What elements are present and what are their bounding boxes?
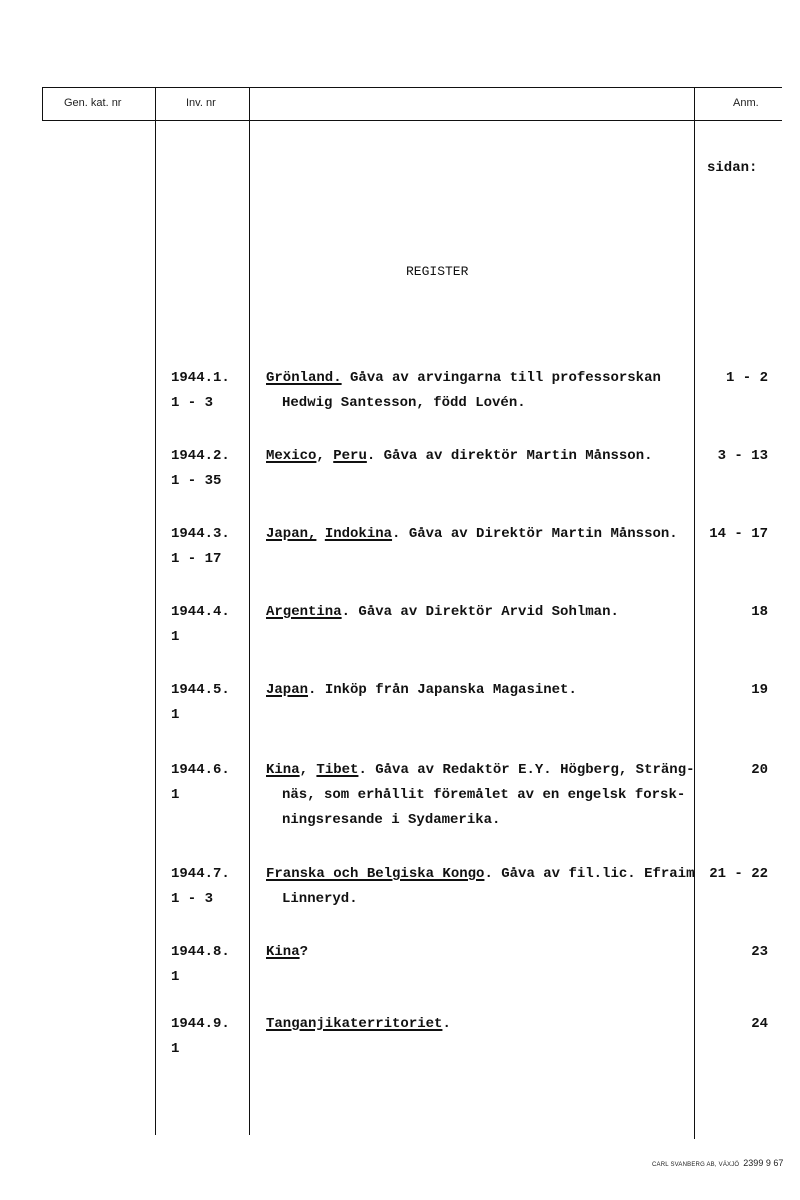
entry-pages: 19 — [751, 682, 768, 698]
column-divider-2 — [249, 87, 250, 1135]
entry-pages: 18 — [751, 604, 768, 620]
entry-place: Mexico — [266, 448, 317, 464]
entry-description — [266, 944, 308, 960]
entry-donor-text: ? — [299, 944, 309, 960]
entry-pages: 24 — [751, 1016, 768, 1032]
inv-number: 1944.6. — [171, 762, 230, 778]
column-divider-3 — [694, 87, 695, 1139]
header-gen-kat: Gen. kat. nr — [64, 97, 122, 109]
entry-place-separator: , — [316, 448, 334, 464]
entry-donor-text: . Gåva av Redaktör E.Y. Högberg, Sträng- — [358, 762, 695, 778]
inv-range: 1 — [171, 969, 180, 985]
column-divider-1 — [155, 87, 156, 1135]
inv-range: 1 — [171, 707, 180, 723]
entry-place-separator — [316, 526, 324, 542]
entry-description — [266, 1016, 451, 1032]
entry-pages: 23 — [751, 944, 768, 960]
entry-continuation: näs, som erhållit föremålet av en engelsk forsk- — [282, 787, 686, 803]
header-inv: Inv. nr — [186, 97, 216, 109]
inv-range: 1 — [171, 629, 180, 645]
entry-pages: 20 — [751, 762, 768, 778]
inv-range: 1 - 3 — [171, 395, 214, 411]
page-title: REGISTER — [406, 264, 469, 279]
inv-range: 1 - 35 — [171, 473, 222, 489]
inv-number: 1944.7. — [171, 866, 230, 882]
inv-range: 1 — [171, 787, 180, 803]
entry-donor-text: . Gåva av Direktör Martin Månsson. — [392, 526, 678, 542]
entry-description — [266, 682, 577, 698]
entry-description — [266, 604, 619, 620]
top-rule — [42, 87, 782, 88]
entry-place-2: Indokina — [324, 526, 393, 542]
entry-donor-text: . Gåva av Direktör Arvid Sohlman. — [341, 604, 619, 620]
entry-continuation: Linneryd. — [282, 891, 358, 907]
entry-donor-text: . Gåva av fil.lic. Efraim — [484, 866, 695, 882]
entry-description — [266, 448, 653, 464]
entry-place: Tanganjikaterritoriet — [266, 1016, 443, 1032]
inv-range: 1 - 3 — [171, 891, 214, 907]
printer-name: CARL SVANBERG AB, VÄXJÖ — [652, 1162, 740, 1168]
entry-place-2: Tibet — [316, 762, 359, 778]
entry-pages: 14 - 17 — [709, 526, 768, 542]
entry-pages: 1 - 2 — [725, 370, 768, 386]
entry-description — [266, 370, 661, 386]
entry-place-2: Peru — [333, 448, 367, 464]
form-code: 2399 9 67 — [743, 1158, 784, 1168]
inv-range: 1 — [171, 1041, 180, 1057]
entry-place: Japan, — [266, 526, 317, 542]
entry-donor-text: . — [442, 1016, 451, 1032]
entry-place: Japan — [266, 682, 309, 698]
entry-place-separator: , — [299, 762, 317, 778]
entry-place: Kina — [266, 944, 300, 960]
inv-number: 1944.8. — [171, 944, 230, 960]
entry-donor-text: . Gåva av direktör Martin Månsson. — [366, 448, 653, 464]
entry-place: Grönland. — [266, 370, 342, 386]
entry-place: Kina — [266, 762, 300, 778]
page-note: sidan: — [707, 160, 758, 176]
entry-description — [266, 762, 695, 778]
entry-donor-text: Gåva av arvingarna till professorskan — [341, 370, 661, 386]
inv-number: 1944.4. — [171, 604, 230, 620]
left-border — [42, 87, 43, 121]
inv-number: 1944.1. — [171, 370, 230, 386]
entry-description — [266, 866, 694, 882]
entry-place: Argentina — [266, 604, 342, 620]
entry-continuation: Hedwig Santesson, född Lovén. — [282, 395, 526, 411]
inv-number: 1944.3. — [171, 526, 230, 542]
inv-number: 1944.9. — [171, 1016, 230, 1032]
entry-description — [266, 526, 678, 542]
inv-number: 1944.5. — [171, 682, 230, 698]
entry-place: Franska och Belgiska Kongo — [266, 866, 485, 882]
entry-donor-text: . Inköp från Japanska Magasinet. — [308, 682, 577, 698]
header-bottom-rule — [42, 120, 782, 121]
inv-range: 1 - 17 — [171, 551, 222, 567]
inv-number: 1944.2. — [171, 448, 230, 464]
entry-pages: 21 - 22 — [709, 866, 768, 882]
entry-continuation: ningsresande i Sydamerika. — [282, 812, 501, 828]
entry-pages: 3 - 13 — [717, 448, 768, 464]
header-anm: Anm. — [733, 97, 759, 109]
printer-footer — [652, 1158, 783, 1168]
